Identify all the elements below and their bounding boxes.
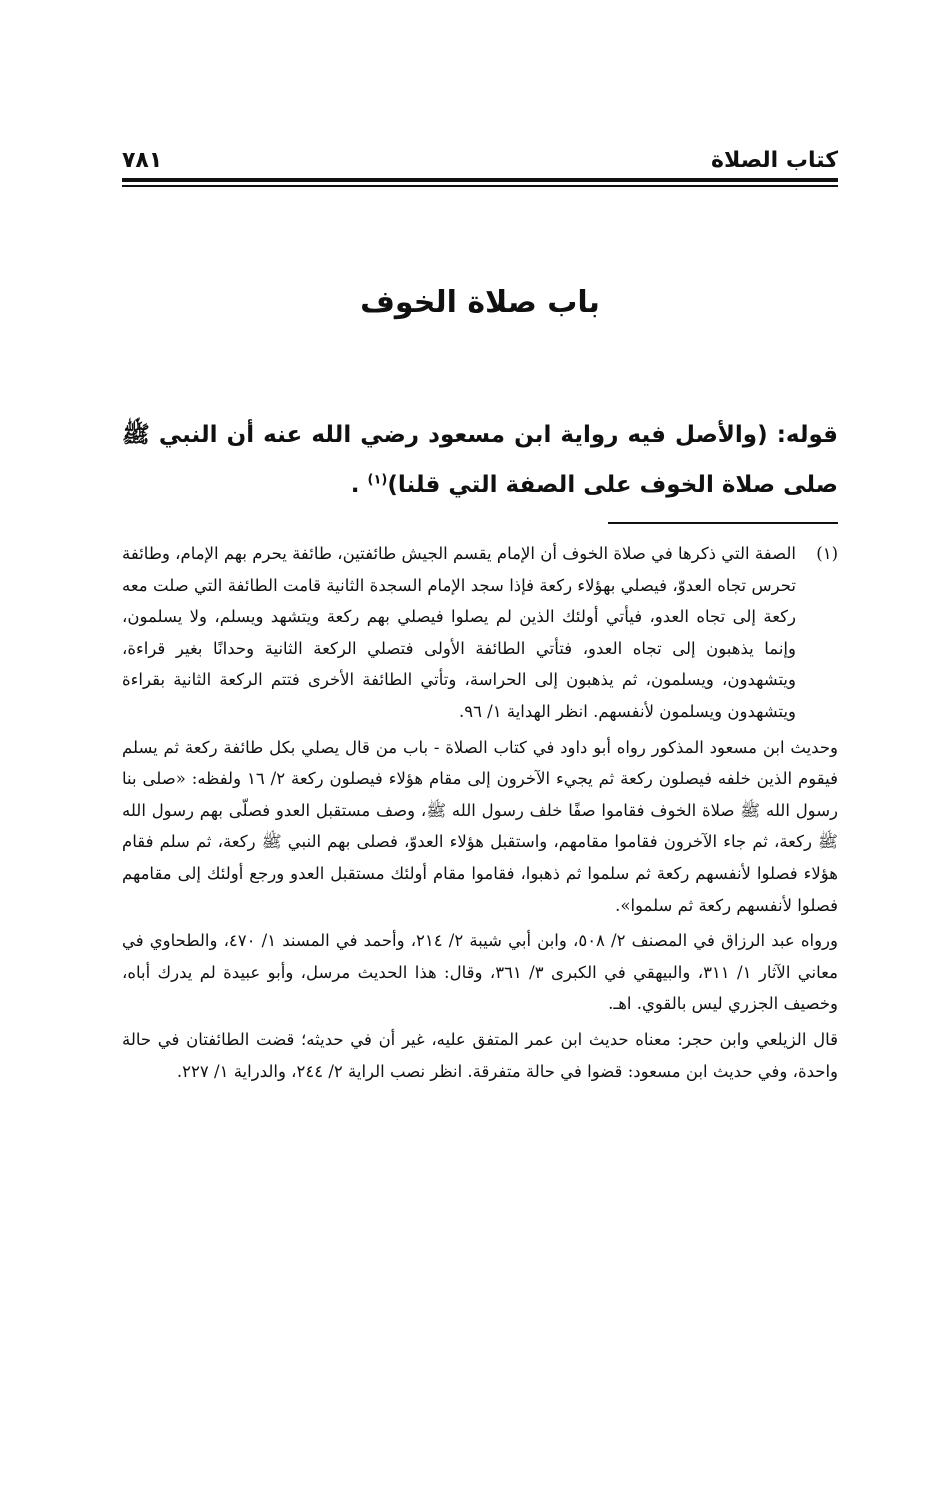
footnote-reference: (١) <box>367 472 388 488</box>
footnote-number: (١) <box>816 544 838 563</box>
main-quote: قوله: (والأصل فيه رواية ابن مسعود رضي الله عنه أن النبي ﷺ صلى صلاة الخوف على الصفة التي قلنا) <box>122 422 838 498</box>
main-text <box>122 410 838 510</box>
footnote-paragraph-1 <box>122 538 838 728</box>
header-rule-thin <box>122 185 838 187</box>
chapter-title: باب صلاة الخوف <box>360 285 600 320</box>
footnote-paragraph-4: قال الزيلعي وابن حجر: معناه حديث ابن عمر المتفق عليه، غير أن في حديثه؛ قضت الطائفتان في حالة واحدة، وفي حديث ابن مسعود: قضوا في حالة متفرقة. انظر نصب الراية ٢/ ٢٤٤، والدراية ١/ ٢٢٧. <box>122 1029 838 1081</box>
footnote-paragraph-3: ورواه عبد الرزاق في المصنف ٢/ ٥٠٨، وابن أبي شيبة ٢/ ٢١٤، وأحمد في المسند ١/ ٤٧٠، والطحاوي في معاني الآثار ١/ ٣١١، والبيهقي في الكبرى ٣/ ٣٦١، وقال: هذا الحديث مرسل، وأبو عبيدة لم يدرك أباه، وخصيف الجزري ليس بالقوي. اهـ. <box>122 931 838 1014</box>
footnote-paragraph-2: وحديث ابن مسعود المذكور رواه أبو داود في كتاب الصلاة - باب من قال يصلي بكل طائفة ركعة ثم يسلم فيقوم الذين خلفه فيصلون ركعة ثم يجيء الآخرون إلى مقام هؤلاء فيصلون ركعة ٢/ ١٦ ولفظه: «صلى بنا رسول الله ﷺ صلاة الخوف فقاموا صفًا خلف رسول الله ﷺ، وصف مستقبل العدو فصلّى بهم رسول الله ﷺ ركعة، ثم جاء الآخرون فقاموا مقامهم، واستقبل هؤلاء العدوّ، فصلى بهم النبي ﷺ ركعة، ثم سلم فقام هؤلاء فصلوا لأنفسهم ركعة ثم سلموا ثم ذهبوا، فقاموا مقام أولئك مستقبل العدو ورجع أولئك إلى مقامهم فصلوا لأنفسهم ركعة ثم سلموا». <box>122 737 838 915</box>
footnote-separator <box>608 522 838 524</box>
page-number: ٧٨١ <box>122 148 163 173</box>
main-end-punctuation: . <box>350 472 360 498</box>
header-rule-thick <box>122 178 838 182</box>
footnote-text-1: الصفة التي ذكرها في صلاة الخوف أن الإمام يقسم الجيش طائفتين، طائفة يحرم بهم الإمام، وطائفة تحرس تجاه العدوّ، فيصلي بهؤلاء ركعة فإذا سجد الإمام السجدة الثانية قامت الطائفة التي صلت معه ركعة إلى تجاه العدو، فيأتي أولئك الذين لم يصلوا فيصلي بهم ركعة ويتشهد ويسلم، ولا يسلمون، وإنما يذهبون إلى تجاه العدو، فتأتي الطائفة الأولى فتصلي الركعة الثانية وحدانًا بغير قراءة، ويتشهدون، ويسلمون، ثم يذهبون إلى الحراسة، وتأتي الطائفة الأخرى فتتم الركعة الثانية بقراءة ويتشهدون ويسلمون لأنفسهم. انظر الهداية ١/ ٩٦. <box>122 544 796 721</box>
running-header <box>122 141 838 175</box>
footnotes <box>122 538 838 1091</box>
book-page <box>122 0 838 1490</box>
running-title: كتاب الصلاة <box>711 148 838 173</box>
